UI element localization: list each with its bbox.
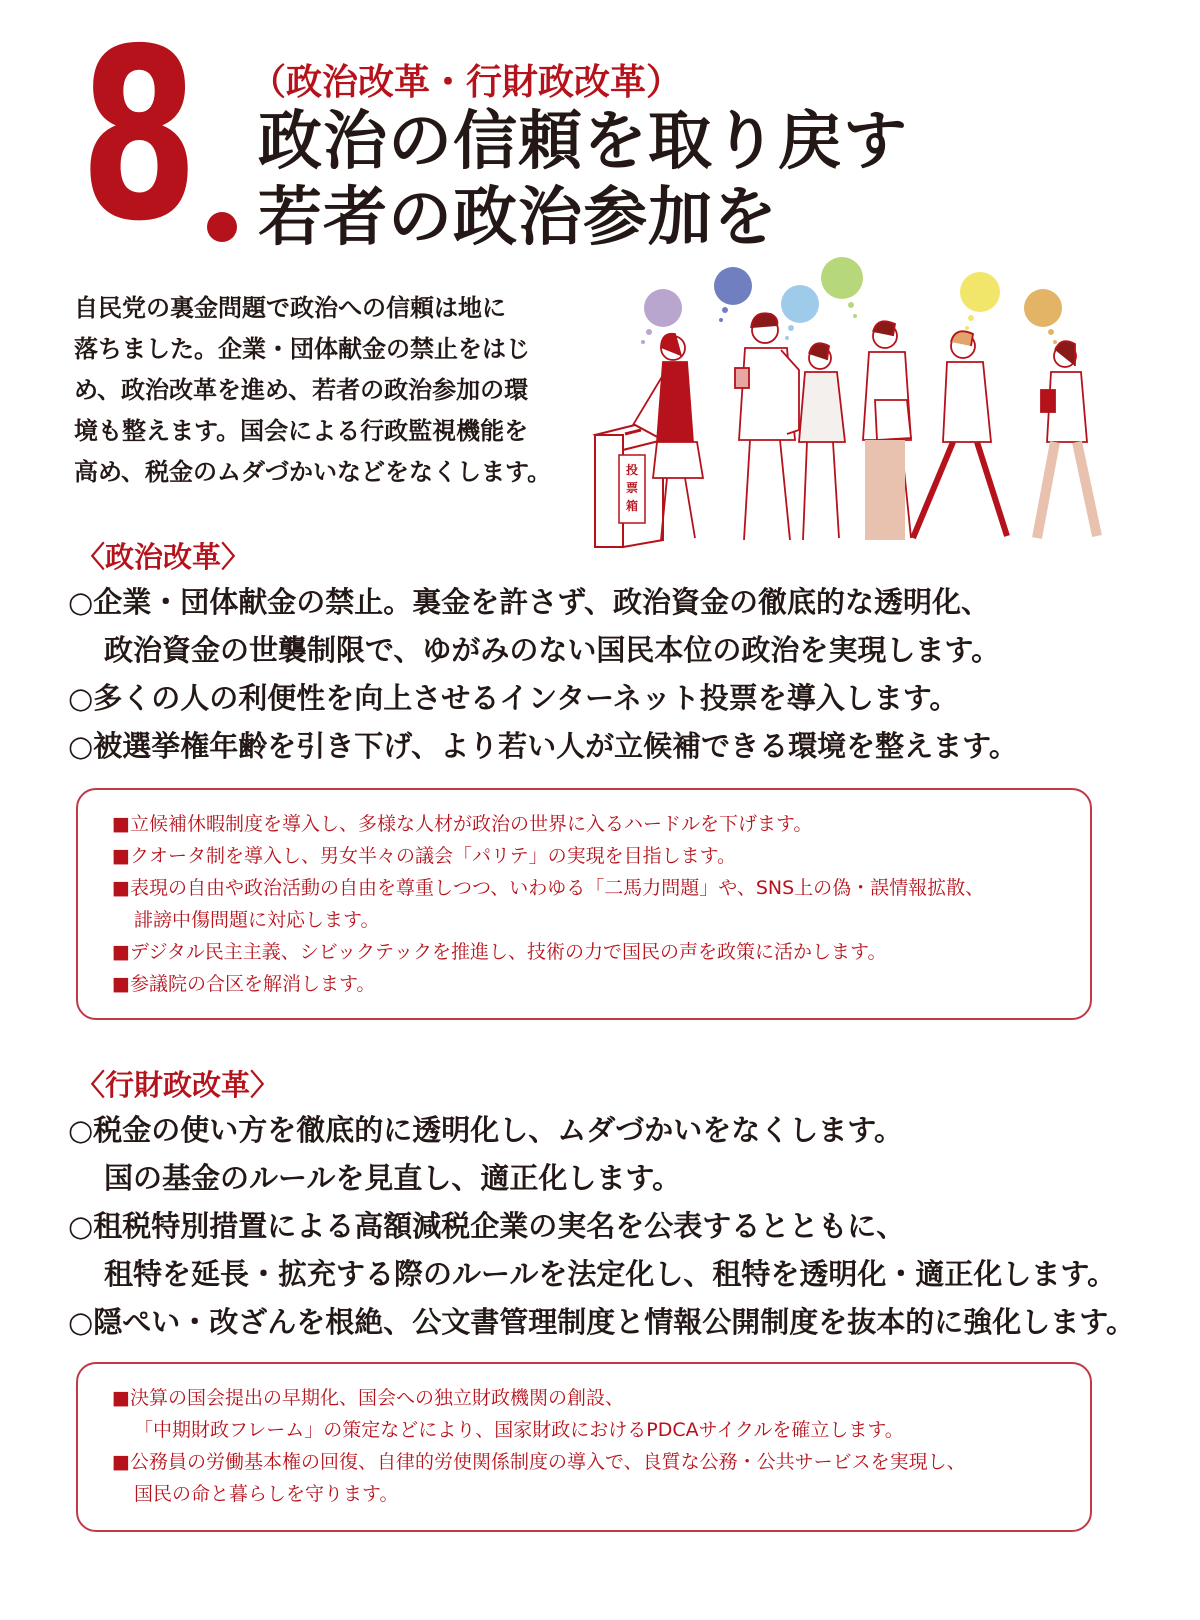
voters-illustration (585, 250, 1145, 570)
fiscal-reform-box (76, 1362, 1092, 1532)
box-item: ■公務員の労働基本権の回復、自律的労使関係制度の導入で、良質な公務・公共サービスを実現し、 (112, 1451, 966, 1473)
svg-text:票: 票 (625, 481, 639, 495)
box-item-continuation: 誹謗中傷問題に対応します。 (134, 909, 380, 931)
svg-text:箱: 箱 (625, 499, 639, 513)
fiscal-reform-list (68, 1106, 1135, 1346)
voter-figure (913, 331, 1007, 538)
ballot-box (595, 425, 663, 547)
box-item: ■決算の国会提出の早期化、国会への独立財政機関の創設、 (112, 1387, 624, 1409)
box-item: ■クオータ制を導入し、男女半々の議会「パリテ」の実現を目指します。 (112, 845, 737, 867)
intro-line: 自民党の裏金問題で政治への信頼は地に (74, 294, 506, 322)
page-title-line2: 若者の政治参加を (258, 181, 778, 255)
list-item: ○多くの人の利便性を向上させるインターネット投票を導入します。 (68, 681, 959, 715)
box-item: ■表現の自由や政治活動の自由を尊重しつつ、いわゆる「二馬力問題」や、SNS上の偽・誤情報拡散、 (112, 877, 985, 899)
voter-figure (735, 313, 799, 540)
list-item: ○隠ぺい・改ざんを根絶、公文書管理制度と情報公開制度を抜本的に強化します。 (68, 1305, 1135, 1339)
list-item: ○租税特別措置による高額減税企業の実名を公表するとともに、 (68, 1209, 906, 1243)
thought-bubbles (641, 257, 1062, 344)
svg-text:投: 投 (625, 463, 639, 477)
intro-line: 落ちました。企業・団体献金の禁止をはじ (74, 335, 530, 363)
voter-figure (1037, 341, 1097, 538)
political-reform-box (76, 788, 1092, 1020)
list-item-continuation: 国の基金のルールを見直し、適正化します。 (104, 1161, 682, 1195)
voter-figure (799, 343, 845, 540)
section-number: 8 (80, 0, 196, 273)
number-dot (207, 212, 237, 242)
list-item: ○被選挙権年齢を引き下げ、より若い人が立候補できる環境を整えます。 (68, 729, 1018, 763)
intro-line: め、政治改革を進め、若者の政治参加の環 (74, 376, 529, 404)
box-item: ■立候補休暇制度を導入し、多様な人材が政治の世界に入るハードルを下げます。 (112, 813, 813, 835)
voter-figure (863, 321, 911, 540)
list-item-continuation: 政治資金の世襲制限で、ゆがみのない国民本位の政治を実現します。 (104, 633, 1001, 667)
list-item: ○企業・団体献金の禁止。裏金を許さず、政治資金の徹底的な透明化、 (68, 585, 990, 619)
box-item-continuation: 国民の命と暮らしを守ります。 (134, 1483, 399, 1505)
section-subtitle: （政治改革・行財政改革） (250, 62, 683, 103)
heading-fiscal-reform: 〈行財政改革〉 (76, 1068, 280, 1102)
intro-line: 高め、税金のムダづかいなどをなくします。 (74, 458, 552, 486)
box-item: ■デジタル民主主義、シビックテックを推進し、技術の力で国民の声を政策に活かします。 (112, 941, 887, 963)
political-reform-list (68, 578, 1018, 770)
intro-line: 境も整えます。国会による行政監視機能を (74, 417, 529, 445)
page-title-line1: 政治の信頼を取り戻す (258, 105, 908, 179)
box-item: ■参議院の合区を解消します。 (112, 973, 376, 995)
list-item-continuation: 租特を延長・拡充する際のルールを法定化し、租特を透明化・適正化します。 (104, 1257, 1117, 1291)
intro-paragraph (74, 288, 634, 493)
box-item-continuation: 「中期財政フレーム」の策定などにより、国家財政におけるPDCAサイクルを確立します。 (134, 1419, 904, 1441)
list-item: ○税金の使い方を徹底的に透明化し、ムダづかいをなくします。 (68, 1113, 903, 1147)
heading-political-reform: 〈政治改革〉 (76, 540, 251, 574)
